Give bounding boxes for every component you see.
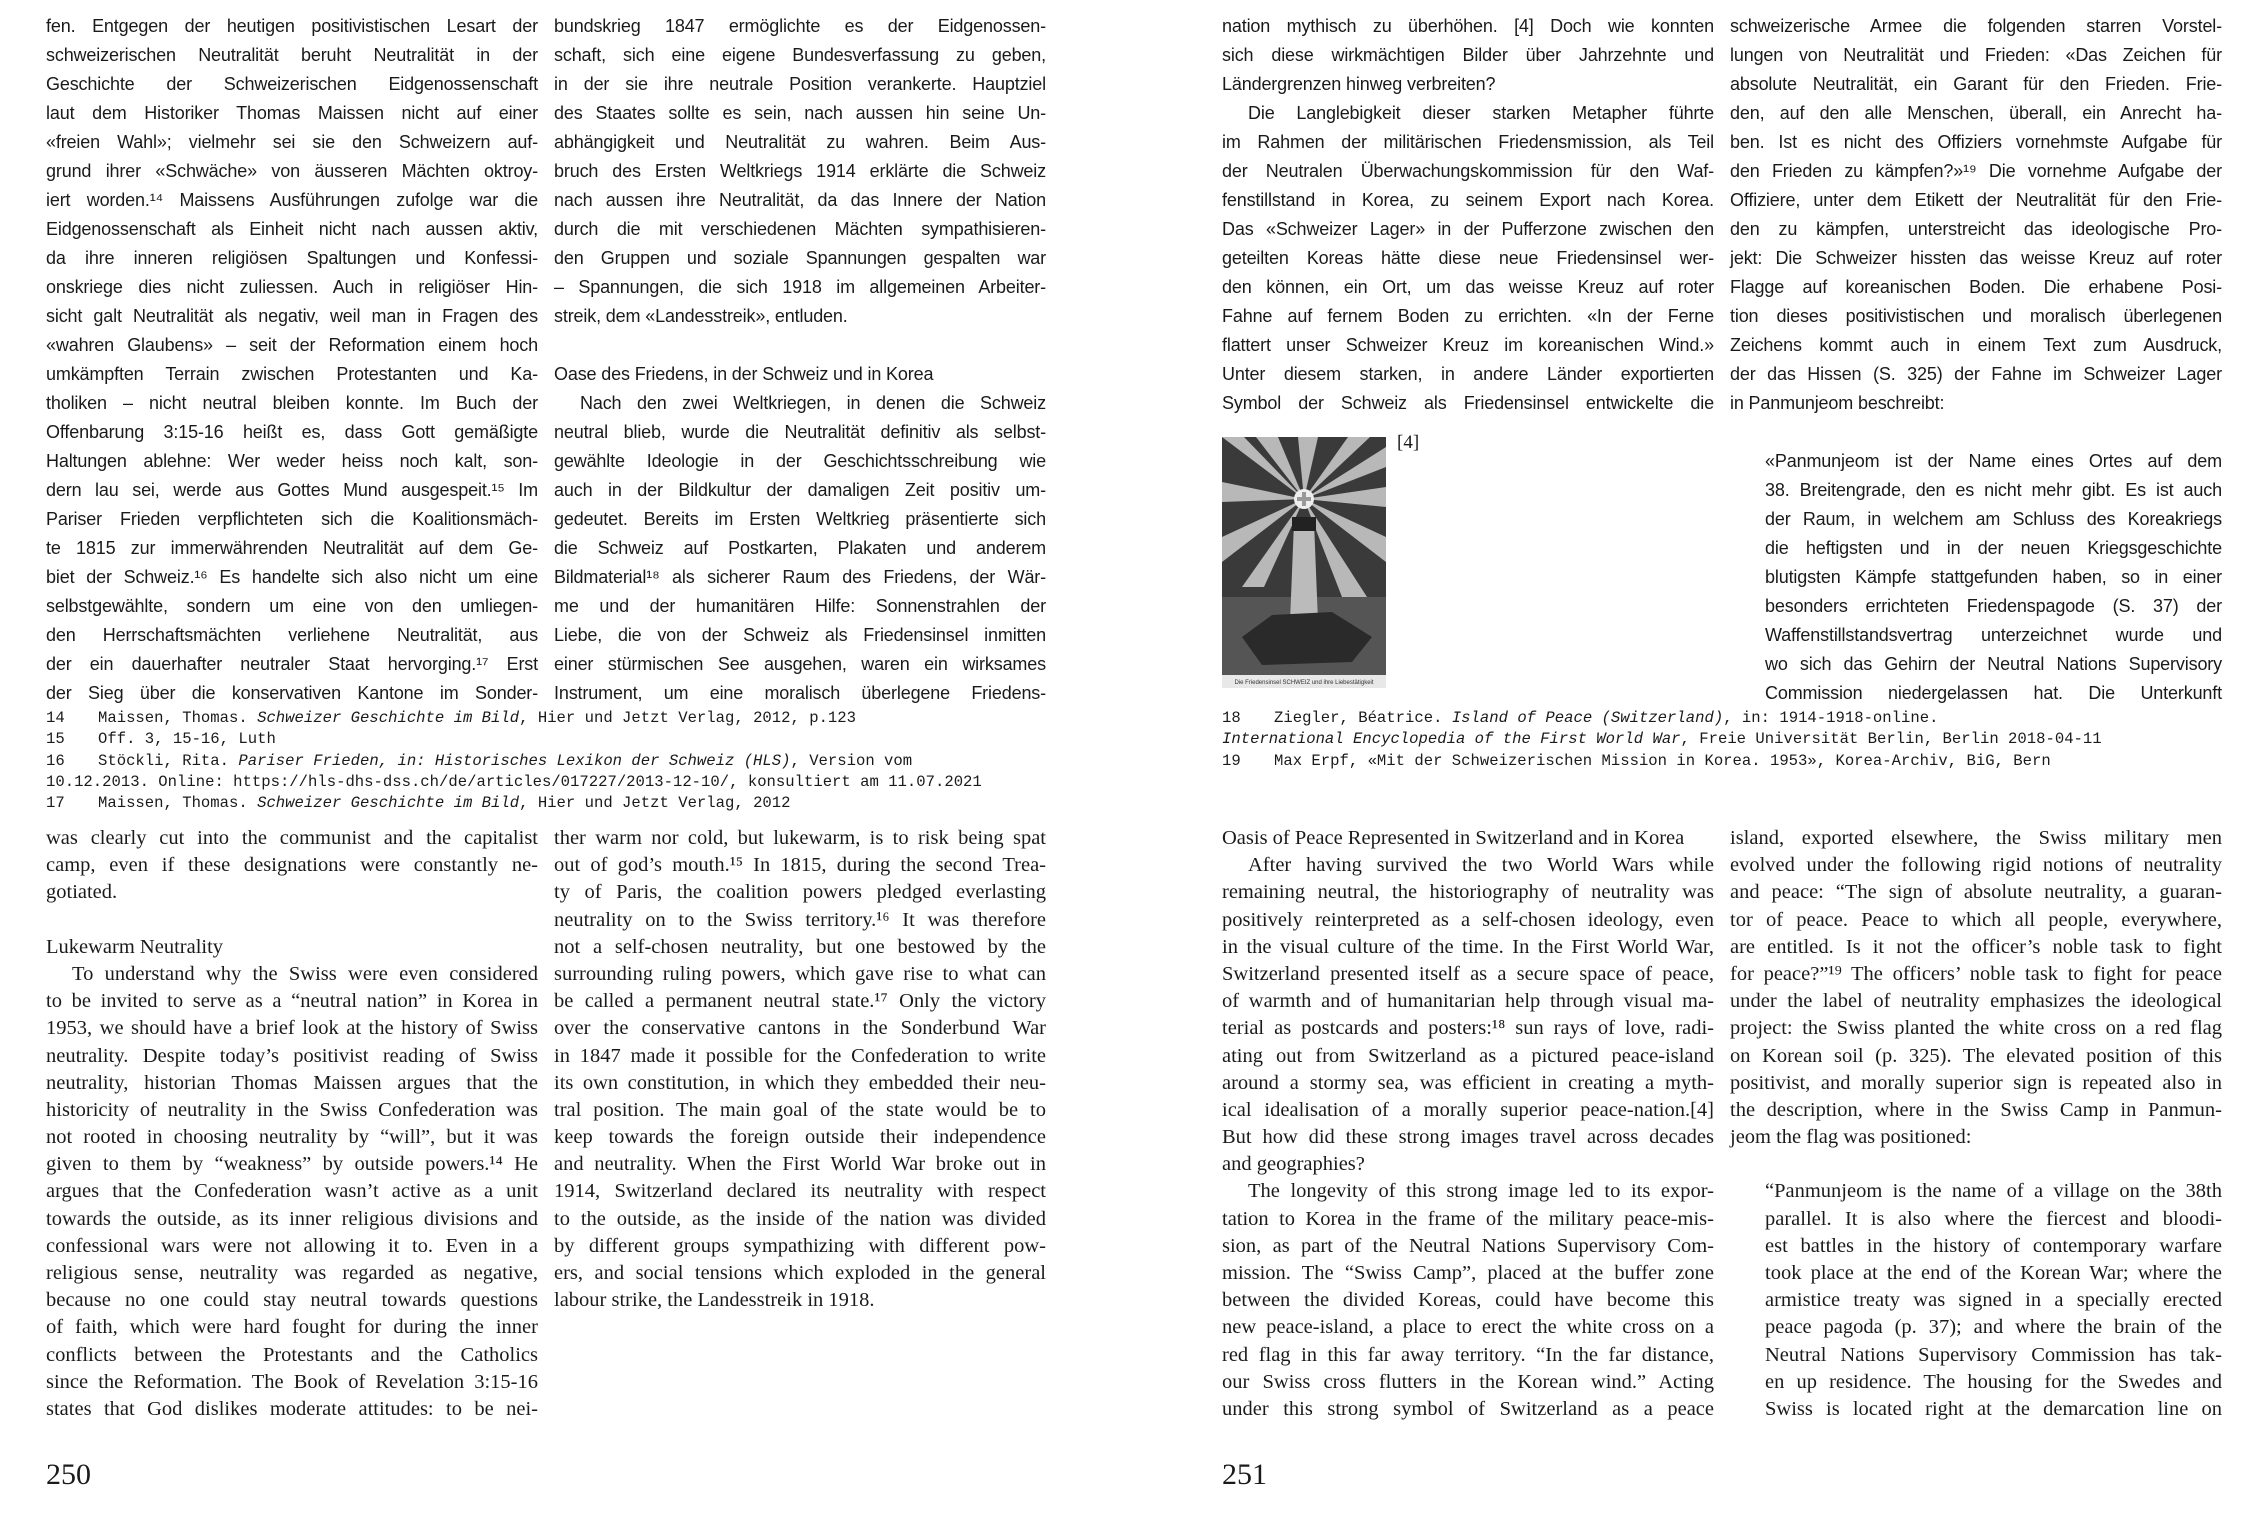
- text-line: laut dem Historiker Thomas Maissen nicht auf einer: [46, 103, 538, 123]
- text-line: schweizerischen Neutralität beruht Neutralität in der: [46, 45, 538, 65]
- text-line: “Panmunjeom is the name of a village on the 38th: [1765, 1180, 2222, 1203]
- figure-label: [4]: [1397, 432, 1420, 453]
- text-line: ating out from Switzerland as a pictured peace-island: [1222, 1044, 1714, 1067]
- text-line: besonders errichteten Friedenspagode (S. 37) der: [1765, 596, 2222, 616]
- text-line: since the Reformation. The Book of Revelation 3:15-16: [46, 1370, 538, 1393]
- text-line: die heftigsten und in der neuen Kriegsgeschichte: [1765, 538, 2222, 558]
- text-line: and geographies?: [1222, 1153, 1365, 1176]
- text-line: ical idealisation of a morally superior peace-nation.[4]: [1222, 1098, 1714, 1121]
- text-line: Bildmaterial¹⁸ als sicherer Raum des Friedens, der Wär-: [554, 567, 1046, 587]
- block-quote: [1730, 1178, 2222, 1423]
- text-line: abhängigkeit und Neutralität zu wahren. Beim Aus-: [554, 132, 1046, 152]
- text-line: jeom the flag was positioned:: [1730, 1126, 1972, 1149]
- text-line: neutrality. Despite today’s positivist reading of Swiss: [46, 1044, 538, 1067]
- footnote-number: 17: [46, 794, 65, 813]
- lighthouse-illustration: [1222, 437, 1386, 688]
- footnotes-left: [46, 708, 982, 814]
- text-line: in Panmunjeom beschreibt:: [1730, 393, 1945, 413]
- text-line: tion dieses positivistischen und moralisch überlegenen: [1730, 306, 2222, 326]
- text-line: selbstgewählte, sondern um eine von den umliegen-: [46, 596, 538, 616]
- footnote-text: , Version vom: [790, 751, 913, 770]
- text-line: Pariser Frieden verpflichteten sich die Koalitionsmäch-: [46, 509, 538, 529]
- text-line: states that God dislikes moderate attitudes: to be nei-: [46, 1397, 538, 1420]
- text-line: project: the Swiss planted the white cross on a red flag: [1730, 1017, 2222, 1040]
- text-line: mission. The “Swiss Camp”, placed at the buffer zone: [1222, 1262, 1714, 1284]
- footnote-text: , in: 1914-1918-online.: [1723, 709, 1939, 727]
- text-line: surrounding ruling powers, which gave rise to what can: [554, 962, 1046, 985]
- postcard-caption: Die Friedensinsel SCHWEIZ und ihre Liebestätigkeit: [1234, 680, 1374, 686]
- text-line: Geschichte der Schweizerischen Eidgenossenschaft: [46, 74, 538, 94]
- text-line: der Neutralen Überwachungskommission für den Waf-: [1222, 161, 1714, 181]
- text-line: lungen von Neutralität und Frieden: «Das Zeichen für: [1730, 45, 2222, 65]
- text-line: est battles in the history of contemporary warfare: [1765, 1234, 2222, 1257]
- text-line: tholiken – nicht neutral bleiben konnte. Im Buch der: [46, 393, 538, 413]
- text-line: neutral blieb, wurde die Neutralität definitiv als selbst-: [554, 422, 1046, 442]
- paragraph-gap: [46, 907, 538, 934]
- footnote: [1222, 751, 2102, 772]
- text-line: geteilten Koreas hätte diese neue Friedensinsel wer-: [1222, 248, 1714, 268]
- text-line: To understand why the Swiss were even considered: [72, 962, 538, 985]
- paragraph: [1730, 825, 2222, 1151]
- paragraph-gap: [1730, 418, 2222, 447]
- footnote-number: 18: [1222, 709, 1241, 727]
- paragraph-gap: [1730, 1151, 2222, 1178]
- text-line: nation mythisch zu überhöhen. [4] Doch wie konnten: [1222, 16, 1714, 36]
- text-line: streik, dem «Landesstreik», entluden.: [554, 306, 848, 326]
- text-line: bundskrieg 1847 ermöglichte es der Eidgenossen-: [554, 16, 1046, 36]
- text-line: schweizerische Armee die folgenden starren Vorstel-: [1730, 16, 2222, 36]
- text-line: den, auf den alle Menschen, überall, ein Anrecht ha-: [1730, 103, 2222, 123]
- text-line: Offenbarung 3:15-16 heißt es, dass Gott gemäßigte: [46, 422, 538, 442]
- text-line: conflicts between the Protestants and the Catholics: [46, 1343, 538, 1366]
- text-line: gedeutet. Bereits im Ersten Weltkrieg präsentierte sich: [554, 509, 1046, 529]
- text-line: 1953, we should have a brief look at the history of Swiss: [46, 1017, 538, 1040]
- footnote-text: , Hier und Jetzt Verlag, 2012: [519, 794, 791, 813]
- section-heading: Oasis of Peace Represented in Switzerland and in Korea: [1222, 827, 1685, 849]
- text-line: in der sie ihre neutrale Position verankerte. Hauptziel: [554, 74, 1046, 94]
- lower-column-1: [46, 825, 538, 1423]
- text-line: die Schweiz auf Postkarten, Plakaten und anderem: [554, 538, 1046, 558]
- text-line: sich diese wirkmächtigen Bilder über Jahrzehnte und: [1222, 45, 1714, 65]
- text-line: under the label of neutrality emphasizes the ideological: [1730, 990, 2222, 1013]
- text-line: Instrument, um eine moralisch überlegene Friedens-: [554, 683, 1046, 703]
- text-line: be called a permanent neutral state.¹⁷ Only the victory: [554, 990, 1046, 1013]
- text-line: keep towards the foreign outside their independence: [554, 1126, 1046, 1149]
- block-quote: [1730, 447, 2222, 708]
- text-line: der ein dauerhafter neutraler Staat hervorging.¹⁷ Erst: [46, 654, 538, 674]
- footnote-text: Island of Peace (Switzerland): [1451, 709, 1724, 727]
- text-line: 38. Breitengrade, den es nicht mehr gibt. Es ist auch: [1765, 480, 2222, 500]
- footnote-number: 16: [46, 751, 65, 770]
- text-line: by different groups sympathizing with different pow-: [554, 1234, 1046, 1257]
- lower-column-4: [1730, 825, 2222, 1423]
- footnote-text: Pariser Frieden, in: Historisches Lexikon der Schweiz (HLS): [238, 751, 791, 770]
- text-line: took place at the end of the Korean War; where the: [1765, 1262, 2222, 1284]
- text-line: in 1847 made it possible for the Confederation to write: [554, 1044, 1046, 1067]
- text-line: of warmth and of humanitarian help through visual ma-: [1222, 990, 1714, 1013]
- footnote-text: Maissen, Thomas.: [98, 794, 258, 813]
- paragraph: [1222, 99, 1714, 418]
- text-line: den können, ein Ort, um das weisse Kreuz auf roter: [1222, 277, 1714, 297]
- text-line: historicity of neutrality in the Swiss Confederation was: [46, 1098, 538, 1121]
- text-line: positively reinterpreted as a self-chosen ideology, even: [1222, 908, 1714, 931]
- text-line: gewählte Ideologie in der Geschichtsschreibung wie: [554, 451, 1046, 471]
- text-line: Haltungen ablehne: Wer weder heiss noch kalt, son-: [46, 451, 538, 471]
- text-line: in the visual culture of the time. In the First World War,: [1222, 935, 1714, 958]
- section-heading: Lukewarm Neutrality: [46, 935, 224, 958]
- text-line: gotiated.: [46, 881, 118, 904]
- footnote: [46, 708, 982, 729]
- paragraph: [46, 825, 538, 907]
- text-line: schaft, sich eine eigene Bundesverfassung zu geben,: [554, 45, 1046, 65]
- text-line: its own constitution, in which they embedded their neu-: [554, 1071, 1046, 1094]
- text-line: ers, and social tensions which exploded in the general: [554, 1262, 1046, 1284]
- text-line: den zu kämpfen, unterstreicht das ideologische Pro-: [1730, 219, 2222, 239]
- paragraph: [554, 389, 1046, 708]
- text-line: te 1815 zur immerwährenden Neutralität auf dem Ge-: [46, 538, 538, 558]
- text-line: Offiziere, unter dem Etikett der Neutralität für den Frie-: [1730, 190, 2222, 210]
- text-line: sion, as part of the Neutral Nations Supervisory Com-: [1222, 1234, 1714, 1257]
- text-line: remaining neutral, the historiography of neutrality was: [1222, 881, 1714, 904]
- text-line: to be invited to serve as a “neutral nation” in Korea in: [46, 990, 538, 1013]
- footnote: [46, 751, 982, 772]
- text-line: Waffenstillstandsvertrag unterzeichnet wurde und: [1765, 625, 2222, 645]
- text-line: tral position. The main goal of the state would be to: [554, 1098, 1046, 1121]
- footnotes-right: [1222, 708, 2102, 772]
- text-line: «wahren Glaubens» – seit der Reformation einem hoch: [46, 335, 538, 355]
- text-line: da ihre inneren religiösen Spaltungen und Konfessi-: [46, 248, 538, 268]
- text-line: because no one could stay neutral towards questions: [46, 1289, 538, 1312]
- text-line: tor of peace. Peace to which all people, everywhere,: [1730, 908, 2222, 931]
- text-line: grund ihrer «Schwäche» von äusseren Mächten oktroy-: [46, 161, 538, 181]
- section-heading: Oase des Friedens, in der Schweiz und in Korea: [554, 364, 934, 384]
- text-line: «freien Wahl»; vielmehr sei sie den Schweizern auf-: [46, 132, 538, 152]
- text-line: ben. Ist es nicht des Offiziers vornehmste Aufgabe für: [1730, 132, 2222, 152]
- text-line: Unter diesem starken, in andere Länder exportierten: [1222, 364, 1714, 384]
- text-line: Nach den zwei Weltkriegen, in denen die Schweiz: [580, 393, 1046, 413]
- text-line: absolute Neutralität, ein Garant für den Frieden. Frie-: [1730, 74, 2222, 94]
- text-line: not rooted in choosing neutrality by “will”, but it was: [46, 1126, 538, 1149]
- text-line: Liebe, die von der Schweiz als Friedensinsel inmitten: [554, 625, 1046, 645]
- footnote-text: Schweizer Geschichte im Bild: [257, 794, 520, 813]
- text-line: ther warm nor cold, but lukewarm, is to risk being spat: [554, 827, 1046, 849]
- text-line: between the divided Koreas, could have become this: [1222, 1289, 1714, 1312]
- text-line: labour strike, the Landesstreik in 1918.: [554, 1289, 875, 1312]
- text-line: ty of Paris, the coalition powers pledged everlasting: [554, 881, 1046, 904]
- footnote: [46, 793, 982, 814]
- text-line: iert worden.¹⁴ Maissens Ausführungen zufolge war die: [46, 190, 538, 210]
- paragraph: [1222, 852, 1714, 1178]
- text-line: biet der Schweiz.¹⁶ Es handelte sich also nicht um eine: [46, 567, 538, 587]
- upper-column-2: [554, 12, 1046, 708]
- text-line: – Spannungen, die sich 1918 im allgemeinen Arbeiter-: [554, 277, 1046, 297]
- paragraph: [1730, 12, 2222, 418]
- text-line: red flag in this far away territory. “In the far distance,: [1222, 1343, 1714, 1366]
- text-line: of faith, which were hard fought for during the inner: [46, 1316, 538, 1339]
- text-line: around a stormy sea, was efficient in creating a myth-: [1222, 1071, 1714, 1094]
- page-number-left: 250: [46, 1458, 91, 1491]
- text-line: out of god’s mouth.¹⁵ In 1815, during the second Trea-: [554, 854, 1046, 877]
- text-line: and peace: “The sign of absolute neutrality, a guaran-: [1730, 881, 2222, 904]
- text-line: bruch des Ersten Weltkriegs 1914 erklärte die Schweiz: [554, 161, 1046, 181]
- footnote-text: 10.12.2013. Online: https://hls-dhs-dss.ch/de/articles/017227/2013-12-10/, konsultiert am 11.07.2021: [46, 772, 982, 791]
- text-line: confessional wars were not allowing it to. Even in a: [46, 1234, 538, 1257]
- footnote-text: , Freie Universität Berlin, Berlin 2018-04-11: [1680, 730, 2102, 749]
- footnote-number: 19: [1222, 751, 1241, 770]
- footnote-number: 14: [46, 709, 65, 727]
- text-line: Die Langlebigkeit dieser starken Metapher führte: [1248, 103, 1714, 123]
- footnote: [46, 729, 982, 750]
- paragraph: [554, 12, 1046, 331]
- text-line: parallel. It is also where the fiercest and bloodi-: [1765, 1207, 2222, 1230]
- lighthouse-postcard-image: [1222, 437, 1386, 688]
- paragraph: [46, 12, 538, 708]
- text-line: Symbol der Schweiz als Friedensinsel entwickelte die: [1222, 393, 1714, 413]
- text-line: evolved under the following rigid notions of neutrality: [1730, 854, 2222, 877]
- text-line: After having survived the two World Wars while: [1248, 854, 1714, 877]
- footnote: [1222, 708, 2102, 729]
- text-line: Swiss is located right at the demarcation line on: [1765, 1397, 2222, 1420]
- text-line: positivist, and morally superior sign is repeated also in: [1730, 1071, 2222, 1094]
- text-line: nach aussen ihre Neutralität, da das Innere der Nation: [554, 190, 1046, 210]
- footnote-text: International Encyclopedia of the First World War: [1222, 730, 1681, 749]
- text-line: are entitled. Is it not the officer’s noble task to fight: [1730, 935, 2222, 958]
- text-line: Neutral Nations Supervisory Commission has tak-: [1765, 1343, 2222, 1366]
- text-line: der Sieg über die konservativen Kantone im Sonder-: [46, 683, 538, 703]
- text-line: onskriege dies nicht zuliessen. Auch in religiöser Hin-: [46, 277, 538, 297]
- footnote-number: 15: [46, 730, 65, 749]
- text-line: der das Hissen (S. 325) der Fahne im Schweizer Lager: [1730, 364, 2222, 384]
- paragraph: [1222, 1178, 1714, 1423]
- text-line: wo sich das Gehirn der Neutral Nations Supervisory: [1765, 654, 2222, 674]
- text-line: den Frieden zu kämpfen?»¹⁹ Die vornehme Aufgabe der: [1730, 161, 2222, 181]
- text-line: umkämpften Terrain zwischen Protestanten und Ka-: [46, 364, 538, 384]
- paragraph: [554, 825, 1046, 1314]
- text-line: en up residence. The housing for the Swedes and: [1765, 1370, 2222, 1393]
- text-line: new peace-island, a place to erect the white cross on a: [1222, 1316, 1714, 1339]
- text-line: der Raum, in welchem am Schluss des Koreakriegs: [1765, 509, 2222, 529]
- footnote-text: Maissen, Thomas.: [98, 709, 258, 727]
- upper-column-1: [46, 12, 538, 708]
- text-line: argues that the Confederation wasn’t active as a unit: [46, 1180, 538, 1203]
- text-line: auch in der Bildkultur der damaligen Zeit positiv um-: [554, 480, 1046, 500]
- footnote-text: , Hier und Jetzt Verlag, 2012, p.123: [519, 709, 857, 727]
- text-line: Switzerland presented itself as a secure space of peace,: [1222, 962, 1714, 985]
- upper-column-4: [1730, 12, 2222, 708]
- text-line: under this strong symbol of Switzerland as a peace: [1222, 1397, 1714, 1420]
- lower-column-2: [554, 825, 1046, 1314]
- footnote-text: Off. 3, 15-16, Luth: [98, 730, 276, 749]
- upper-column-3: [1222, 12, 1714, 418]
- text-line: neutrality on to the Swiss territory.¹⁶ It was therefore: [554, 908, 1046, 931]
- text-line: for peace?”¹⁹ The officers’ noble task to fight for peace: [1730, 962, 2222, 985]
- text-line: me und der humanitären Hilfe: Sonnenstrahlen der: [554, 596, 1046, 616]
- text-line: «Panmunjeom ist der Name eines Ortes auf dem: [1765, 451, 2222, 471]
- text-line: peace pagoda (p. 37); and where the brain of the: [1765, 1316, 2222, 1339]
- text-line: on Korean soil (p. 325). The elevated position of this: [1730, 1044, 2222, 1067]
- footnote-text: Ziegler, Béatrice.: [1274, 709, 1452, 727]
- paragraph-gap: [554, 331, 1046, 360]
- text-line: Zeichens kommt auch in einem Text zum Ausdruck,: [1730, 335, 2222, 355]
- footnote: [46, 772, 982, 793]
- page-number-right: 251: [1222, 1458, 1267, 1491]
- text-line: Ländergrenzen hinweg verbreiten?: [1222, 74, 1496, 94]
- text-line: terial as postcards and posters:¹⁸ sun rays of love, radi-: [1222, 1017, 1714, 1040]
- text-line: neutrality, historian Thomas Maissen argues that the: [46, 1071, 538, 1094]
- text-line: des Staates sollte es sein, nach aussen hin seine Un-: [554, 103, 1046, 123]
- footnote-text: Schweizer Geschichte im Bild: [257, 709, 520, 727]
- footnote-text: Max Erpf, «Mit der Schweizerischen Mission in Korea. 1953», Korea-Archiv, BiG, Bern: [1274, 751, 2051, 770]
- text-line: our Swiss cross flutters in the Korean wind.” Acting: [1222, 1370, 1714, 1393]
- text-line: towards the outside, as its inner religious divisions and: [46, 1207, 538, 1230]
- text-line: fen. Entgegen der heutigen positivistischen Lesart der: [46, 16, 538, 36]
- footnote-text: Stöckli, Rita.: [98, 751, 239, 770]
- text-line: was clearly cut into the communist and the capitalist: [46, 827, 538, 849]
- text-line: blutigsten Kämpfe stattgefunden haben, so in einer: [1765, 567, 2222, 587]
- text-line: dern lau sei, werde aus Gottes Mund ausgespeit.¹⁵ Im: [46, 480, 538, 500]
- text-line: given to them by “weakness” by outside powers.¹⁴ He: [46, 1153, 538, 1176]
- text-line: Eidgenossenschaft als Einheit nicht nach aussen aktiv,: [46, 219, 538, 239]
- text-line: island, exported elsewhere, the Swiss military men: [1730, 827, 2222, 849]
- text-line: to the outside, as the inside of the nation was divided: [554, 1207, 1046, 1230]
- text-line: over the conservative cantons in the Sonderbund War: [554, 1017, 1046, 1040]
- text-line: durch die mit verschiedenen Mächten sympathisieren-: [554, 219, 1046, 239]
- text-line: not a self-chosen neutrality, but one bestowed by the: [554, 935, 1046, 958]
- paragraph: [1222, 12, 1714, 99]
- text-line: Fahne auf fernem Boden zu errichten. «In der Ferne: [1222, 306, 1714, 326]
- text-line: armistice treaty was signed in a specially erected: [1765, 1289, 2222, 1312]
- text-line: Flagge auf koreanischen Boden. Die erhabene Posi-: [1730, 277, 2222, 297]
- text-line: den Gruppen und soziale Spannungen gespalten war: [554, 248, 1046, 268]
- footnote: [1222, 729, 2102, 750]
- text-line: 1914, Switzerland declared its neutrality with respect: [554, 1180, 1046, 1203]
- text-line: im Rahmen der militärischen Friedensmission, als Teil: [1222, 132, 1714, 152]
- text-line: einer stürmischen See ausgehen, waren ein wirksames: [554, 654, 1046, 674]
- paragraph: [46, 961, 538, 1423]
- text-line: Das «Schweizer Lager» in der Pufferzone zwischen den: [1222, 219, 1714, 239]
- text-line: Commission niedergelassen hat. Die Unterkunft: [1765, 683, 2222, 703]
- text-line: jekt: Die Schweizer hissten das weisse Kreuz auf roter: [1730, 248, 2222, 268]
- text-line: sicht galt Neutralität als negativ, weil man in Fragen des: [46, 306, 538, 326]
- text-line: camp, even if these designations were constantly ne-: [46, 854, 538, 877]
- text-line: the description, where in the Swiss Camp in Panmun-: [1730, 1098, 2222, 1121]
- text-line: flattert unser Schweizer Kreuz im koreanischen Wind.»: [1222, 335, 1714, 355]
- text-line: den Herrschaftsmächten verliehene Neutralität, aus: [46, 625, 538, 645]
- text-line: fenstillstand in Korea, zu seinem Export nach Korea.: [1222, 190, 1714, 210]
- text-line: But how did these strong images travel across decades: [1222, 1126, 1714, 1149]
- text-line: tation to Korea in the frame of the military peace-mis-: [1222, 1207, 1714, 1230]
- text-line: and neutrality. When the First World War broke out in: [554, 1153, 1046, 1176]
- lower-column-3: [1222, 825, 1714, 1423]
- text-line: The longevity of this strong image led to its expor-: [1248, 1180, 1714, 1203]
- text-line: religious sense, neutrality was regarded as negative,: [46, 1262, 538, 1284]
